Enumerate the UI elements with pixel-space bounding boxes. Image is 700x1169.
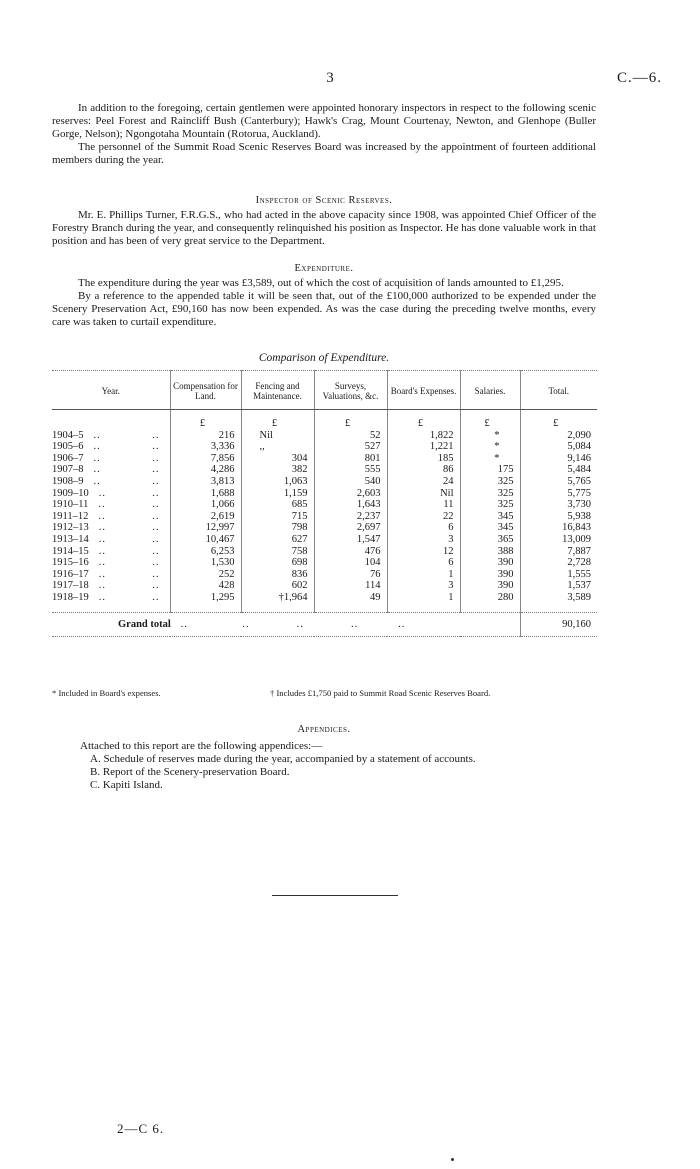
cell-salaries: 325 [460, 499, 520, 511]
cell-salaries: 325 [460, 476, 520, 488]
cell-salaries: 390 [460, 569, 520, 581]
cell-fencing: 382 [241, 464, 314, 476]
dot-leader: .. [152, 487, 160, 499]
cell-fencing: 1,159 [241, 488, 314, 500]
units-cell-year [52, 410, 170, 430]
cell-surveys: 49 [314, 592, 387, 612]
units-cell: £ [520, 410, 597, 430]
table-caption: Comparison of Expenditure. [258, 352, 390, 364]
dot-leader: .. [98, 487, 106, 499]
table-body [52, 410, 597, 613]
cell-surveys: 801 [314, 453, 387, 465]
cell-total: 2,728 [520, 557, 597, 569]
cell-board: 12 [387, 546, 460, 558]
dot-leader: .. [152, 441, 160, 453]
units-cell: £ [460, 410, 520, 430]
cell-year [52, 569, 170, 581]
cell-surveys: 2,697 [314, 522, 387, 534]
table-row [52, 592, 597, 612]
section-divider [272, 895, 398, 896]
cell-total: 3,730 [520, 499, 597, 511]
cell-surveys: 2,603 [314, 488, 387, 500]
cell-year [52, 522, 170, 534]
cell-total: 2,090 [520, 430, 597, 442]
year-label: 1908–9 [52, 475, 84, 487]
cell-board: 3 [387, 580, 460, 592]
grand-total-label-text: Grand total [118, 618, 171, 630]
cell-surveys: 476 [314, 546, 387, 558]
cell-fencing: ,, [241, 441, 314, 453]
year-label: 1905–6 [52, 441, 84, 453]
cell-comp: 2,619 [170, 511, 241, 523]
cell-year [52, 499, 170, 511]
inspector-heading: Inspector of Scenic Reserves. [255, 195, 393, 206]
intro-paragraph-1: In addition to the foregoing, certain gentlemen were appointed honorary inspectors in respect to the following scenic reserves: Peel Forest and Raincliff Bush (Canterbury); Hawk's Crag, Mount Courtenay, Newton, and Glenhope (Buller Gorge, Nelson); Ngongotaha Mountain (Rotorua, Auckland). [52, 102, 596, 140]
cell-salaries: * [460, 453, 520, 465]
dot-leader: .. [98, 591, 106, 603]
cell-board: 1 [387, 592, 460, 612]
dot-leader: .. [152, 464, 160, 476]
dot-leader: .. [98, 510, 106, 522]
cell-comp: 428 [170, 580, 241, 592]
cell-year [52, 464, 170, 476]
header-surveys: Surveys, Valuations, &c. [314, 371, 387, 410]
cell-fencing: †1,964 [241, 592, 314, 612]
appendices-intro: Attached to this report are the following appendices:— [80, 740, 323, 752]
cell-surveys: 555 [314, 464, 387, 476]
dot-leader: .. [152, 429, 160, 441]
cell-total: 3,589 [520, 592, 597, 612]
cell-comp: 4,286 [170, 464, 241, 476]
header-fencing: Fencing and Maintenance. [241, 371, 314, 410]
cell-salaries: 345 [460, 511, 520, 523]
cell-surveys: 76 [314, 569, 387, 581]
table-row [52, 534, 597, 546]
header-year: Year. [52, 371, 170, 410]
dot-leader: .. [152, 452, 160, 464]
units-cell: £ [314, 410, 387, 430]
dot-leader: .. [98, 499, 106, 511]
cell-salaries: 390 [460, 557, 520, 569]
cell-comp: 216 [170, 430, 241, 442]
appendices-section [80, 740, 476, 792]
cell-fencing: Nil [241, 430, 314, 442]
appendix-item-c: C. Kapiti Island. [90, 779, 163, 791]
cell-comp: 1,530 [170, 557, 241, 569]
inspector-section [52, 209, 596, 248]
year-label: 1911–12 [52, 510, 89, 522]
year-label: 1909–10 [52, 487, 89, 499]
year-label: 1910–11 [52, 499, 89, 511]
year-label: 1917–18 [52, 580, 89, 592]
cell-total: 1,555 [520, 569, 597, 581]
cell-surveys: 114 [314, 580, 387, 592]
cell-board: 1,221 [387, 441, 460, 453]
page-number: 3 [326, 70, 334, 86]
cell-board: 1,822 [387, 430, 460, 442]
cell-comp: 12,997 [170, 522, 241, 534]
grand-total-row [52, 612, 597, 637]
cell-year [52, 534, 170, 546]
dot-leader: .. [152, 522, 160, 534]
cell-total: 9,146 [520, 453, 597, 465]
footnote-dagger: † Includes £1,750 paid to Summit Road Scenic Reserves Board. [270, 688, 491, 698]
dot-leader: .. [152, 475, 160, 487]
cell-year [52, 453, 170, 465]
expenditure-paragraph-1: The expenditure during the year was £3,589, out of which the cost of acquisition of lands amounted to £1,295. [78, 277, 564, 289]
table-row [52, 580, 597, 592]
cell-surveys: 527 [314, 441, 387, 453]
dot-leader: .. [98, 568, 106, 580]
cell-year [52, 557, 170, 569]
cell-salaries: 325 [460, 488, 520, 500]
inspector-paragraph: Mr. E. Phillips Turner, F.R.G.S., who had acted in the above capacity since 1908, was appointed Chief Officer of the Forestry Branch during the year, and consequently relinquished his position as Inspector. He has done valuable work in that position and has been of very great service to the Department. [52, 209, 596, 247]
appendices-heading: Appendices. [297, 724, 351, 735]
cell-comp: 252 [170, 569, 241, 581]
grand-total-label [52, 612, 520, 637]
dot-leader: .. [93, 464, 101, 476]
table-header-row [52, 371, 597, 410]
cell-fencing: 836 [241, 569, 314, 581]
table-row [52, 546, 597, 558]
cell-year [52, 441, 170, 453]
units-cell: £ [170, 410, 241, 430]
cell-salaries: 390 [460, 580, 520, 592]
dot-leader: .. [93, 429, 101, 441]
cell-comp: 1,066 [170, 499, 241, 511]
cell-year [52, 430, 170, 442]
cell-comp: 1,295 [170, 592, 241, 612]
year-label: 1906–7 [52, 452, 84, 464]
grand-total-value: 90,160 [520, 612, 597, 637]
cell-fencing: 698 [241, 557, 314, 569]
dot-leader: .. [152, 580, 160, 592]
dot-leader: .. [98, 580, 106, 592]
appendix-item-b: B. Report of the Scenery-preservation Board. [90, 766, 290, 778]
cell-total: 5,765 [520, 476, 597, 488]
cell-fencing: 685 [241, 499, 314, 511]
intro-section [52, 102, 596, 167]
expenditure-heading: Expenditure. [294, 263, 354, 274]
appendix-item-a: A. Schedule of reserves made during the year, accompanied by a statement of accounts. [90, 753, 476, 765]
cell-fencing: 1,063 [241, 476, 314, 488]
year-label: 1907–8 [52, 464, 84, 476]
dot-leader: .. [152, 510, 160, 522]
units-cell: £ [241, 410, 314, 430]
expenditure-paragraph-2: By a reference to the appended table it will be seen that, out of the £100,000 authorized to be expended under the Scenery Preservation Act, £90,160 has now been expended. As was the case during the preceding twelve months, every care was taken to curtail expenditure. [52, 290, 596, 328]
cell-salaries: * [460, 441, 520, 453]
dot-leader: .. [152, 533, 160, 545]
cell-fencing: 715 [241, 511, 314, 523]
cell-year [52, 546, 170, 558]
dot-leader: .. [152, 499, 160, 511]
cell-year [52, 488, 170, 500]
table-row [52, 557, 597, 569]
cell-surveys: 1,547 [314, 534, 387, 546]
cell-total: 5,775 [520, 488, 597, 500]
cell-salaries: 345 [460, 522, 520, 534]
cell-fencing: 602 [241, 580, 314, 592]
cell-salaries: 365 [460, 534, 520, 546]
cell-fencing: 304 [241, 453, 314, 465]
cell-board: 86 [387, 464, 460, 476]
cell-board: 24 [387, 476, 460, 488]
dot-leader: .. [152, 591, 160, 603]
table-row [52, 499, 597, 511]
cell-board: 6 [387, 522, 460, 534]
cell-total: 5,084 [520, 441, 597, 453]
header-salaries: Salaries. [460, 371, 520, 410]
cell-total: 5,938 [520, 511, 597, 523]
cell-surveys: 2,237 [314, 511, 387, 523]
dot-leader: .. [98, 545, 106, 557]
cell-board: 1 [387, 569, 460, 581]
header-compensation: Compensation for Land. [170, 371, 241, 410]
footnote-asterisk: * Included in Board's expenses. [52, 688, 161, 698]
document-code: C.—6. [616, 70, 662, 86]
dot-leader: .. [93, 475, 101, 487]
table-row [52, 569, 597, 581]
cell-comp: 1,688 [170, 488, 241, 500]
cell-year [52, 511, 170, 523]
cell-board: 185 [387, 453, 460, 465]
cell-salaries: * [460, 430, 520, 442]
header-total: Total. [520, 371, 597, 410]
dot-leader: .. [93, 441, 101, 453]
cell-comp: 6,253 [170, 546, 241, 558]
cell-fencing: 627 [241, 534, 314, 546]
table-row [52, 453, 597, 465]
cell-total: 16,843 [520, 522, 597, 534]
cell-comp: 10,467 [170, 534, 241, 546]
cell-board: 6 [387, 557, 460, 569]
dot-leader: .. [152, 568, 160, 580]
cell-total: 7,887 [520, 546, 597, 558]
cell-comp: 3,336 [170, 441, 241, 453]
dot-leader: .. [98, 557, 106, 569]
cell-year [52, 476, 170, 488]
year-label: 1904–5 [52, 429, 84, 441]
year-label: 1913–14 [52, 533, 89, 545]
year-label: 1915–16 [52, 557, 89, 569]
cell-salaries: 175 [460, 464, 520, 476]
header-board-expenses: Board's Expenses. [387, 371, 460, 410]
expenditure-section [52, 277, 596, 329]
year-label: 1912–13 [52, 522, 89, 534]
cell-fencing: 798 [241, 522, 314, 534]
cell-comp: 3,813 [170, 476, 241, 488]
dot-leader: .. [152, 557, 160, 569]
cell-board: 22 [387, 511, 460, 523]
cell-salaries: 388 [460, 546, 520, 558]
print-mark [451, 1158, 454, 1161]
units-cell: £ [387, 410, 460, 430]
year-label: 1918–19 [52, 591, 89, 603]
dot-leader: .. [98, 522, 106, 534]
cell-salaries: 280 [460, 592, 520, 612]
cell-total: 5,484 [520, 464, 597, 476]
units-row [52, 410, 597, 430]
cell-surveys: 1,643 [314, 499, 387, 511]
dot-leader: .. [152, 545, 160, 557]
cell-total: 13,009 [520, 534, 597, 546]
table-row [52, 511, 597, 523]
cell-board: 3 [387, 534, 460, 546]
cell-comp: 7,856 [170, 453, 241, 465]
grand-total-leaders: .. .. .. .. .. [173, 618, 406, 630]
table-row [52, 476, 597, 488]
table-row [52, 430, 597, 442]
table-row [52, 441, 597, 453]
footer-signature: 2—C 6. [117, 1121, 165, 1136]
year-label: 1914–15 [52, 545, 89, 557]
cell-year [52, 592, 170, 612]
cell-board: 11 [387, 499, 460, 511]
table-row [52, 464, 597, 476]
dot-leader: .. [93, 452, 101, 464]
cell-fencing: 758 [241, 546, 314, 558]
dot-leader: .. [98, 533, 106, 545]
cell-board: Nil [387, 488, 460, 500]
table-row [52, 488, 597, 500]
cell-total: 1,537 [520, 580, 597, 592]
intro-paragraph-2: The personnel of the Summit Road Scenic Reserves Board was increased by the appointment of fourteen additional members during the year. [52, 141, 596, 166]
cell-surveys: 52 [314, 430, 387, 442]
year-label: 1916–17 [52, 568, 89, 580]
cell-surveys: 540 [314, 476, 387, 488]
cell-surveys: 104 [314, 557, 387, 569]
table-row [52, 522, 597, 534]
expenditure-table [52, 370, 597, 637]
cell-year [52, 580, 170, 592]
